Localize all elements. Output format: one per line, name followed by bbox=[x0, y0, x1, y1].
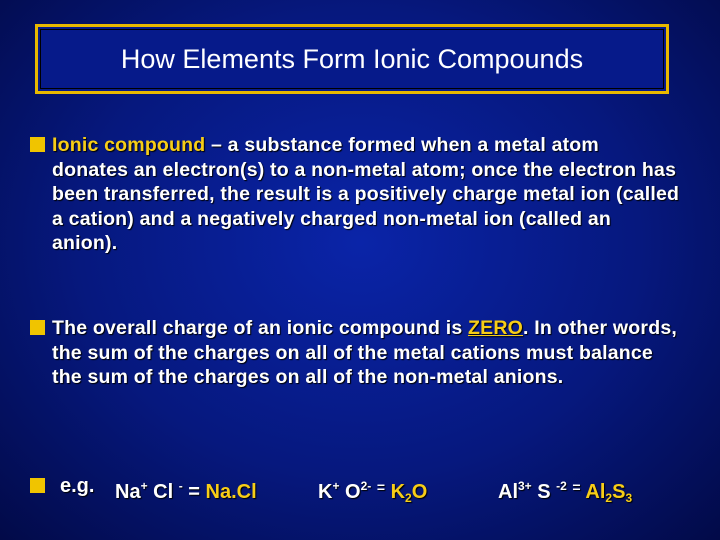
ion-k: K bbox=[318, 481, 333, 503]
bullet-text bbox=[52, 133, 680, 256]
definition-text: – a substance formed when a metal atom donates an electron(s) to a non-metal atom; once the electron has been transferred, the result is a positively charge metal ion (called a cation) and a negatively charged non-metal ion (called an anion). bbox=[52, 134, 680, 254]
example-k2o bbox=[318, 474, 427, 511]
bullet-square-icon bbox=[30, 320, 45, 335]
charge-na: + bbox=[140, 479, 148, 493]
example-prefix: e.g. bbox=[60, 475, 95, 497]
ion-o: O bbox=[345, 481, 361, 503]
charge-cl: - bbox=[178, 479, 183, 493]
charge-al: 3+ bbox=[518, 479, 532, 493]
example-nacl bbox=[115, 474, 257, 505]
bullet-square-icon bbox=[30, 478, 45, 493]
product-al2s3: $Al_2S_3$ bbox=[585, 481, 633, 505]
examples-row bbox=[52, 474, 680, 504]
zero-highlight: ZERO bbox=[468, 317, 523, 339]
bullet-examples bbox=[30, 474, 680, 504]
title-box bbox=[35, 24, 669, 94]
product-k2o: $K_2O$ bbox=[390, 481, 428, 505]
bullet-square-icon bbox=[30, 137, 45, 152]
ion-na: Na bbox=[115, 481, 141, 503]
bullet-text bbox=[52, 316, 680, 390]
charge-k: + bbox=[332, 479, 340, 493]
charge-text-before: The overall charge of an ionic compound is bbox=[52, 317, 469, 339]
equals-sign: = bbox=[376, 479, 386, 495]
slide-title: How Elements Form Ionic Compounds bbox=[120, 43, 584, 74]
product-nacl: Na.Cl bbox=[205, 481, 257, 503]
equals-sign: = bbox=[572, 479, 581, 495]
charge-o: 2- bbox=[360, 479, 372, 493]
example-al2s3 bbox=[498, 474, 632, 511]
equals-sign: = bbox=[188, 481, 200, 503]
charge-text-after: . In other words, the sum of the charges on all of the metal cations must balance the sum of the charges on all of the non-metal anions. bbox=[52, 317, 677, 388]
bullet-ionic-compound bbox=[30, 133, 680, 256]
term-ionic-compound: Ionic compound bbox=[52, 134, 206, 156]
ion-s: S bbox=[537, 481, 551, 503]
charge-s: -2 bbox=[556, 479, 567, 493]
ion-cl: Cl bbox=[153, 481, 174, 503]
bullet-overall-charge bbox=[30, 316, 680, 390]
ion-al: Al bbox=[498, 481, 518, 503]
